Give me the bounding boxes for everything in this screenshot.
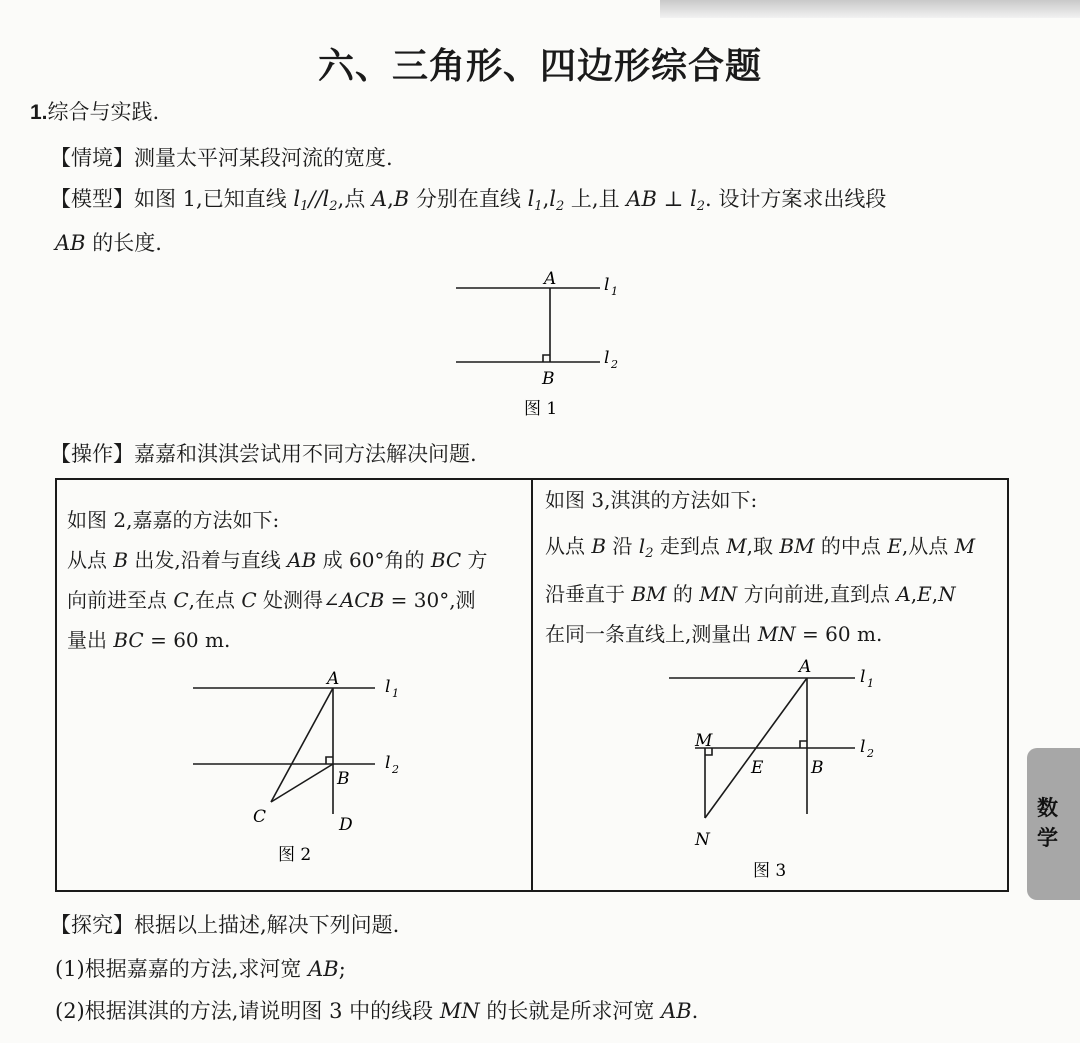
model-text: ,点	[337, 187, 372, 211]
figure-1	[440, 262, 640, 427]
model-line-1	[50, 183, 886, 214]
var-l: l	[690, 187, 697, 211]
var: BM	[779, 534, 815, 558]
q1-end: ;	[338, 957, 346, 981]
label-sub2: 2	[611, 358, 618, 371]
model-text: . 设计方案求出线段	[705, 187, 887, 211]
var-AB: AB	[308, 957, 339, 981]
var: ACB	[339, 588, 385, 612]
label-sub1: 1	[611, 285, 618, 298]
situation-text: 测量太平河某段河流的宽度.	[134, 146, 393, 170]
var: AB	[287, 548, 317, 572]
var: B	[591, 534, 607, 558]
operation-tag: 【操作】	[50, 442, 134, 466]
text: 方	[461, 548, 488, 572]
figure-1-caption: 图 1	[524, 399, 558, 419]
jiajia-line-2	[67, 540, 488, 580]
figure-3-caption: 图 3	[753, 861, 787, 881]
explore-tag: 【探究】	[50, 913, 134, 937]
var-l: l	[549, 187, 556, 211]
methods-divider	[531, 478, 533, 892]
var-B: B	[393, 187, 410, 211]
label-M: M	[695, 731, 713, 751]
model-line-2	[55, 227, 162, 257]
section-title: 六、三角形、四边形综合题	[317, 45, 762, 87]
text: = 60 m.	[143, 628, 231, 652]
text: ,	[931, 582, 939, 606]
text: 沿垂直于	[545, 582, 632, 606]
subscript: 2	[645, 546, 654, 561]
var: A	[896, 582, 911, 606]
qiqi-line-3	[545, 574, 975, 614]
qiqi-line-2	[545, 526, 975, 574]
var: BM	[631, 582, 667, 606]
model-text: 的长度.	[85, 231, 162, 255]
q1-text: (1)根据嘉嘉的方法,求河宽	[55, 957, 309, 981]
text: ,取	[746, 534, 780, 558]
scan-shadow	[660, 0, 1080, 18]
right-angle-mark-B	[800, 741, 807, 748]
model-text: ,	[542, 187, 550, 211]
label-N: N	[695, 830, 710, 850]
text: 成 60°角的	[316, 548, 431, 572]
side-tab-char-1: 数	[1037, 796, 1058, 820]
label-l: l	[604, 275, 610, 295]
figure-2-caption: 图 2	[278, 845, 312, 865]
label-l: l	[604, 348, 610, 368]
label-B: B	[337, 769, 350, 789]
label-l: l	[860, 737, 866, 757]
text: ,	[910, 582, 918, 606]
segment-AC	[271, 688, 333, 802]
subscript: 1	[300, 199, 309, 214]
var-l: l	[527, 187, 535, 211]
question-1	[55, 953, 346, 983]
var: l	[638, 534, 646, 558]
text: = 30°,测	[384, 588, 476, 612]
subscript: 1	[534, 199, 543, 214]
text: 走到点	[653, 534, 727, 558]
var: M	[726, 534, 747, 558]
situation-tag: 【情境】	[50, 146, 134, 170]
q2-end: .	[691, 999, 699, 1023]
var: MN	[757, 622, 796, 646]
var-AB: AB	[661, 999, 692, 1023]
perp-symbol: ⊥	[656, 187, 690, 211]
model-tag: 【模型】	[50, 187, 134, 211]
label-D: D	[339, 815, 353, 835]
label-sub2: 2	[867, 747, 874, 760]
model-text: ,	[387, 187, 394, 211]
var-AB: AB	[55, 231, 86, 255]
text: = 60 m.	[795, 622, 883, 646]
model-text: 如图 1,已知直线	[134, 187, 294, 211]
jiajia-line-1: 如图 2,嘉嘉的方法如下:	[67, 508, 280, 532]
var-MN: MN	[439, 999, 480, 1023]
var: E	[887, 534, 902, 558]
jiajia-method	[67, 500, 488, 660]
text: 出发,沿着与直线	[128, 548, 288, 572]
subscript: 2	[329, 199, 338, 214]
figure-2	[185, 662, 425, 872]
text: ,在点	[188, 588, 242, 612]
model-text: 分别在直线	[409, 187, 528, 211]
var-AB: AB	[626, 187, 657, 211]
label-A: A	[799, 657, 812, 677]
qiqi-line-4	[545, 614, 975, 654]
q2-text: (2)根据淇淇的方法,请说明图 3 中的线段	[55, 999, 440, 1023]
var: E	[917, 582, 932, 606]
text: 向前进至点	[67, 588, 174, 612]
label-sub1: 1	[392, 687, 399, 700]
text: 的	[666, 582, 700, 606]
var: C	[173, 588, 189, 612]
operation-line	[50, 438, 477, 468]
var: BC	[113, 628, 144, 652]
text: 量出	[67, 628, 114, 652]
label-l: l	[860, 667, 866, 687]
var: B	[113, 548, 129, 572]
text: 处测得∠	[256, 588, 340, 612]
label-sub2: 2	[392, 763, 399, 776]
parallel-symbol: //	[308, 187, 323, 211]
var: M	[954, 534, 976, 558]
text: ,从点	[901, 534, 955, 558]
label-l: l	[385, 753, 391, 773]
q2-text: 的长就是所求河宽	[479, 999, 662, 1023]
label-A: A	[544, 269, 557, 289]
text: 从点	[67, 548, 114, 572]
label-B: B	[811, 758, 824, 778]
label-A: A	[327, 669, 340, 689]
var: C	[241, 588, 257, 612]
problem-number: 1.	[30, 101, 48, 124]
jiajia-line-4	[67, 620, 488, 660]
segment-BC	[271, 764, 333, 802]
text: 方向前进,直到点	[737, 582, 897, 606]
situation-line	[50, 142, 393, 172]
var: MN	[699, 582, 738, 606]
right-angle-mark	[543, 355, 550, 362]
label-B: B	[542, 369, 555, 389]
text: 的中点	[814, 534, 888, 558]
subscript: 2	[555, 199, 565, 214]
operation-text: 嘉嘉和淇淇尝试用不同方法解决问题.	[134, 442, 477, 466]
text: 沿	[606, 534, 639, 558]
problem-heading-text: 综合与实践.	[47, 100, 160, 124]
problem-heading	[30, 96, 159, 126]
qiqi-line-1: 如图 3,淇淇的方法如下:	[545, 488, 758, 512]
figure-3	[665, 652, 895, 887]
explore-line	[50, 909, 399, 939]
var: N	[938, 582, 956, 606]
label-sub1: 1	[867, 677, 874, 690]
text: 在同一条直线上,测量出	[545, 622, 758, 646]
model-text: 上,且	[564, 187, 627, 211]
var: BC	[430, 548, 462, 572]
side-tab-char-2: 学	[1037, 826, 1058, 850]
subject-side-tab	[1027, 748, 1080, 900]
jiajia-line-3	[67, 580, 488, 620]
var-A: A	[371, 187, 388, 211]
var-l: l	[322, 187, 330, 211]
question-2	[55, 995, 698, 1025]
label-E: E	[751, 758, 764, 778]
explore-text: 根据以上描述,解决下列问题.	[134, 913, 400, 937]
var-l: l	[293, 187, 301, 211]
text: 从点	[545, 534, 592, 558]
subscript: 2	[696, 199, 705, 214]
qiqi-method	[545, 480, 975, 654]
label-l: l	[385, 677, 391, 697]
label-C: C	[253, 807, 267, 827]
right-angle-mark	[326, 757, 333, 764]
